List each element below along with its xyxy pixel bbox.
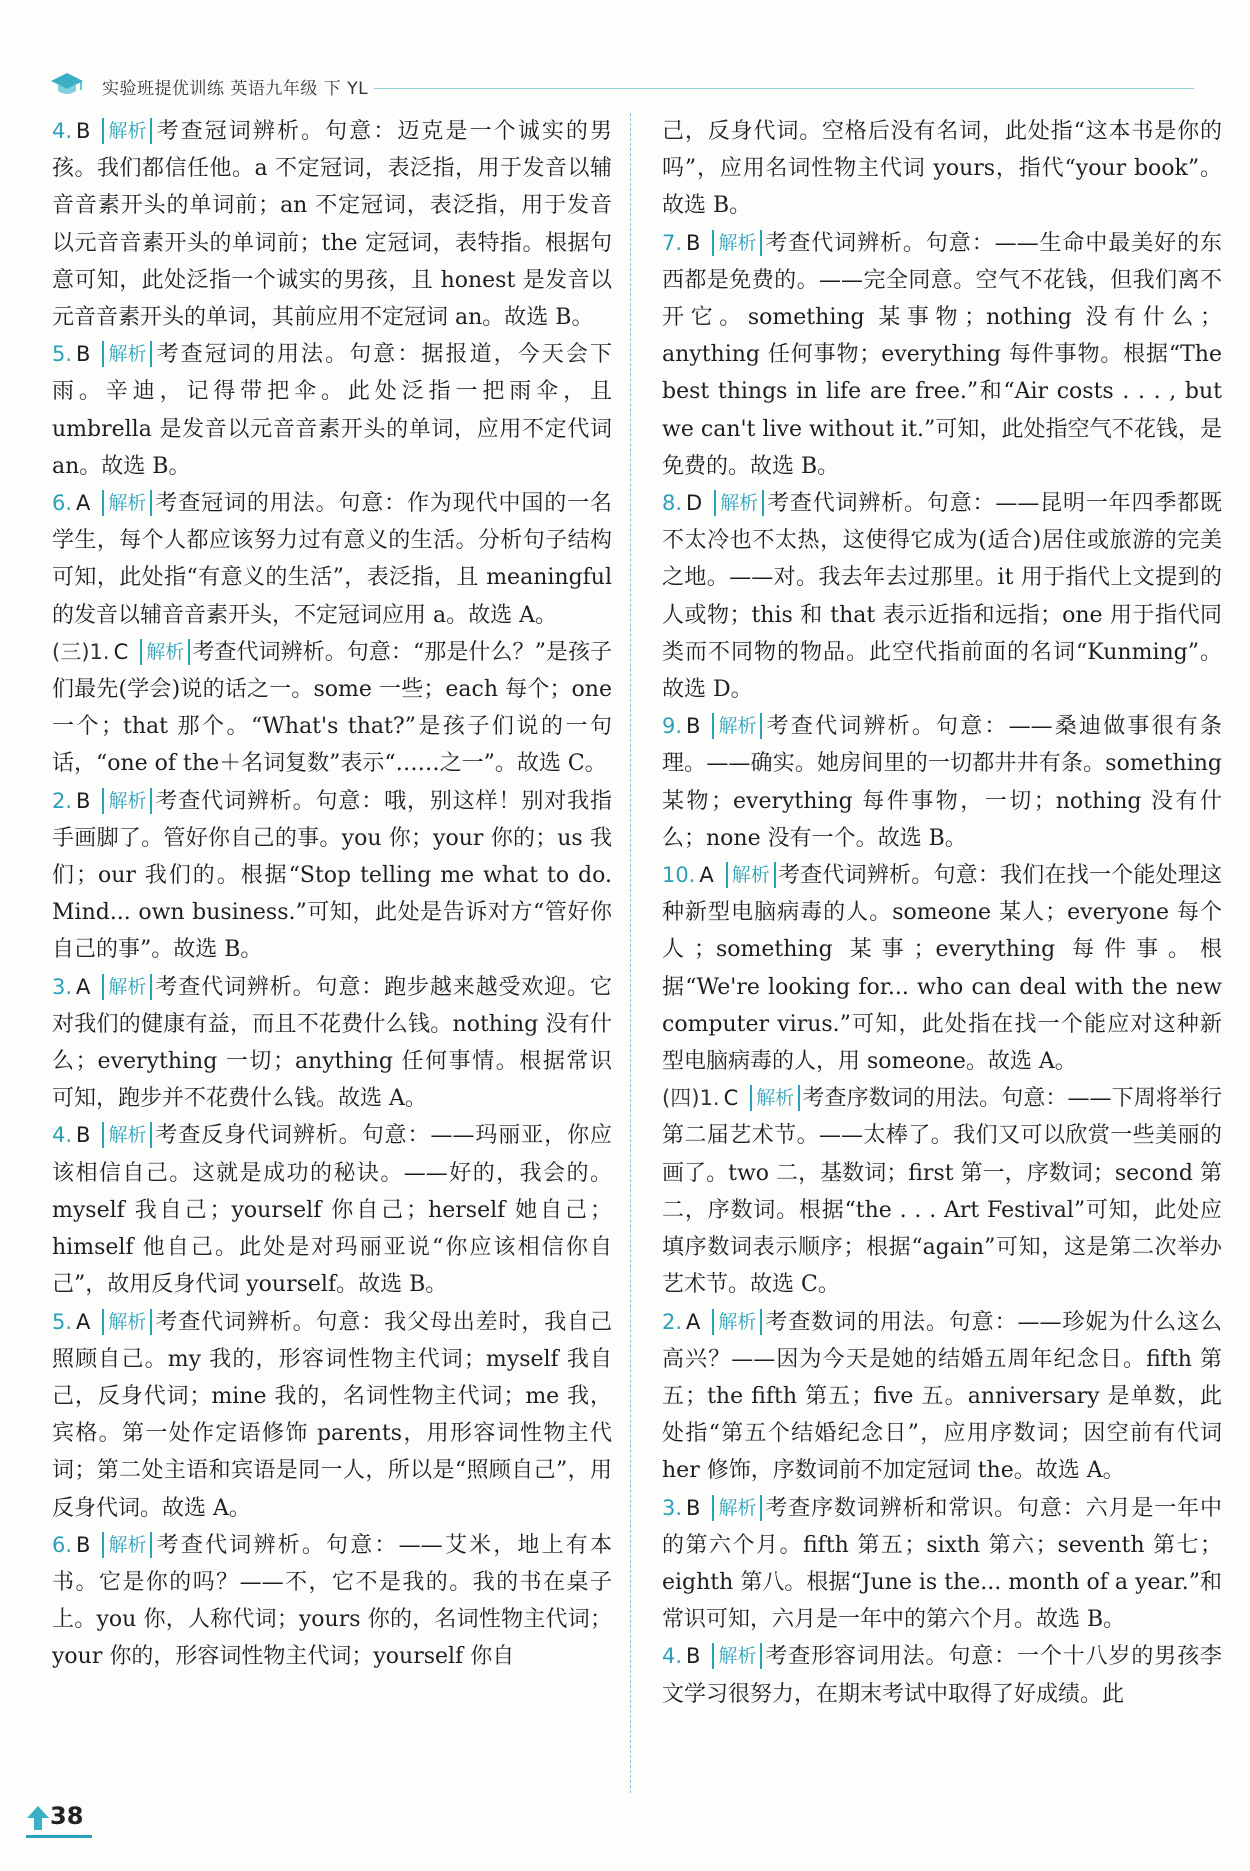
- analysis-tag: 解析: [712, 713, 762, 739]
- answer-item: [52, 113, 612, 336]
- analysis-text: 考查冠词的用法。句意：据报道，今天会下雨。辛迪，记得带把伞。此处泛指一把雨伞，且 umbrella 是发音以元音音素开头的单词，应用不定代词 an。故选 B。: [52, 342, 612, 479]
- page-number: 38: [50, 1802, 84, 1830]
- answer-item: [662, 1304, 1222, 1490]
- answer-letter: B: [76, 788, 91, 813]
- analysis-text: 考查形容词用法。句意：一个十八岁的男孩李文学习很努力，在期末考试中取得了好成绩。此: [662, 1644, 1222, 1707]
- analysis-tag: 解析: [102, 1122, 152, 1148]
- analysis-text: 考查代词辨析。句意：我父母出差时，我自己照顾自己。my 我的，形容词性物主代词；myself 我自己，反身代词；mine 我的，名词性物主代词；me 我，宾格。第一处作定语修饰 parents，用形容词性物主代词；第二处主语和宾语是同一人，所以是“照顾自己”，用反身代词。故选 A。: [52, 1309, 612, 1521]
- left-column: [52, 113, 612, 1676]
- analysis-tag: 解析: [712, 230, 762, 256]
- answer-letter: B: [686, 714, 701, 739]
- analysis-text: 考查反身代词辨析。句意：——玛丽亚，你应该相信自己。这就是成功的秘诀。——好的，我会的。myself 我自己；yourself 你自己；herself 她自己；himself 他自己。此处是对玛丽亚说“你应该相信你自己”，故用反身代词 yourself。故选 B。: [52, 1123, 612, 1298]
- analysis-tag: 解析: [712, 1309, 762, 1335]
- question-number: (三)1.: [52, 639, 110, 664]
- question-number: 10.: [662, 863, 696, 888]
- column-divider: [630, 113, 631, 1793]
- answer-letter: A: [76, 1309, 91, 1334]
- answer-item: [52, 1527, 612, 1676]
- analysis-tag: 解析: [102, 1532, 152, 1558]
- answer-item: [662, 1080, 1222, 1303]
- answer-letter: B: [76, 342, 91, 367]
- analysis-text: 考查序数词的用法。句意：——下周将举行第二届艺术节。——太棒了。我们又可以欣赏一些美丽的画了。two 二，基数词；first 第一，序数词；second 第二，序数词。根据“the . . . Art Festival”可知，此处应填序数词表示顺序；根据“again”可知，这是第二次举办艺术节。故选 C。: [662, 1086, 1222, 1298]
- page-number-underline: [26, 1835, 92, 1838]
- answer-item: [52, 336, 612, 485]
- analysis-text: 考查代词辨析。句意：我们在找一个能处理这种新型电脑病毒的人。someone 某人；everyone 每个人；something 某事；everything 每件事。根据“We're looking for... who can deal with the new computer virus.”可知，此处指在找一个能应对这种新型电脑病毒的人，用 someone。故选 A。: [662, 863, 1222, 1075]
- answer-item: [662, 113, 1222, 225]
- analysis-tag: 解析: [726, 862, 776, 888]
- question-number: 2.: [52, 788, 73, 813]
- answer-item: [52, 1304, 612, 1527]
- analysis-text: 考查冠词辨析。句意：迈克是一个诚实的男孩。我们都信任他。a 不定冠词，表泛指，用于发音以辅音音素开头的单词前；an 不定冠词，表泛指，用于发音以元音音素开头的单词前；the 定冠词，表特指。根据句意可知，此处泛指一个诚实的男孩，且 honest 是发音以元音音素开头的单词，其前应用不定冠词 an。故选 B。: [52, 119, 612, 331]
- question-number: 3.: [662, 1495, 683, 1520]
- question-number: 8.: [662, 491, 683, 516]
- right-column: [662, 113, 1222, 1713]
- answer-letter: B: [76, 1532, 91, 1557]
- answer-letter: B: [76, 119, 91, 143]
- analysis-tag: 解析: [140, 639, 190, 665]
- analysis-text: 考查代词辨析。句意：跑步越来越受欢迎。它对我们的健康有益，而且不花费什么钱。nothing 没有什么；everything 一切；anything 任何事情。根据常识可知，跑步并不花费什么钱。故选 A。: [52, 974, 612, 1112]
- answer-letter: A: [76, 491, 91, 516]
- answer-item: [662, 1490, 1222, 1639]
- analysis-text: 考查代词辨析。句意：——艾米，地上有本书。它是你的吗？——不，它不是我的。我的书在桌子上。you 你，人称代词；yours 你的，名词性物主代词；your 你的，形容词性物主代词；yourself 你自: [52, 1532, 612, 1670]
- analysis-text: 己，反身代词。空格后没有名词，此处指“这本书是你的吗”，应用名词性物主代词 yours，指代“your book”。故选 B。: [662, 119, 1222, 219]
- question-number: 2.: [662, 1309, 683, 1334]
- graduation-cap-icon: [50, 70, 84, 100]
- answer-letter: B: [686, 230, 701, 255]
- analysis-text: 考查代词辨析。句意：“那是什么？”是孩子们最先(学会)说的话之一。some 一些；each 每个；one 一个；that 那个。“What's that?”是孩子们说的一句话，“one of the＋名词复数”表示“……之一”。故选 C。: [52, 639, 613, 777]
- answer-letter: A: [76, 974, 91, 999]
- analysis-text: 考查序数词辨析和常识。句意：六月是一年中的第六个月。fifth 第五；sixth 第六；seventh 第七；eighth 第八。根据“June is the... month of a year.”和常识可知，六月是一年中的第六个月。故选 B。: [662, 1495, 1222, 1633]
- analysis-text: 考查数词的用法。句意：——珍妮为什么这么高兴？——因为今天是她的结婚五周年纪念日。fifth 第五；the fifth 第五；five 五。anniversary 是单数，此处指“第五个结婚纪念日”，应用序数词；因空前有代词 her 修饰，序数词前不加定冠词 the。故选 A。: [662, 1309, 1222, 1484]
- analysis-tag: 解析: [102, 974, 152, 1000]
- answer-letter: B: [76, 1123, 91, 1148]
- analysis-tag: 解析: [102, 341, 152, 367]
- analysis-text: 考查代词辨析。句意：哦，别这样！别对我指手画脚了。管好你自己的事。you 你；your 你的；us 我们；our 我们的。根据“Stop telling me what to do. Mind... own business.”可知，此处是告诉对方“管好你自己的事”。故选 B。: [52, 788, 612, 963]
- question-number: 5.: [52, 1309, 73, 1334]
- question-number: 3.: [52, 974, 73, 999]
- question-number: 6.: [52, 491, 73, 516]
- header-title: 实验班提优训练 英语九年级 下 YL: [102, 79, 369, 99]
- question-number: 9.: [662, 714, 683, 739]
- answer-item: [52, 1117, 612, 1303]
- analysis-text: 考查代词辨析。句意：——桑迪做事很有条理。——确实。她房间里的一切都井井有条。something 某物；everything 每件事物，一切；nothing 没有什么；none 没有一个。故选 B。: [662, 714, 1222, 851]
- analysis-text: 考查代词辨析。句意：——昆明一年四季都既不太冷也不太热，这使得它成为(适合)居住或旅游的完美之地。——对。我去年去过那里。it 用于指代上文提到的人或物；this 和 that 表示近指和远指；one 用于指代同类而不同物的物品。此空代指前面的名词“Kunming”。故选 D。: [662, 491, 1222, 703]
- answer-letter: B: [686, 1495, 701, 1520]
- answer-letter: C: [113, 639, 129, 664]
- analysis-tag: 解析: [102, 118, 152, 144]
- answer-item: [662, 225, 1222, 485]
- page-number-badge: [26, 1798, 92, 1838]
- answer-item: [52, 634, 612, 783]
- analysis-tag: 解析: [102, 1309, 152, 1335]
- answer-item: [662, 1638, 1222, 1712]
- question-number: 7.: [662, 230, 683, 255]
- analysis-tag: 解析: [712, 1643, 762, 1669]
- answer-item: [662, 485, 1222, 708]
- question-number: 4.: [662, 1644, 683, 1669]
- header-rule: [374, 88, 1194, 89]
- analysis-tag: 解析: [750, 1085, 800, 1111]
- question-number: 4.: [52, 1123, 73, 1148]
- analysis-tag: 解析: [714, 490, 764, 516]
- question-number: (四)1.: [662, 1086, 720, 1111]
- question-number: 4.: [52, 119, 73, 143]
- answer-letter: B: [686, 1644, 701, 1669]
- analysis-text: 考查冠词的用法。句意：作为现代中国的一名学生，每个人都应该努力过有意义的生活。分析句子结构可知，此处指“有意义的生活”，表泛指，且 meaningful 的发音以辅音音素开头，不定冠词应用 a。故选 A。: [52, 491, 612, 628]
- page-header: [44, 66, 1194, 106]
- analysis-tag: 解析: [712, 1495, 762, 1521]
- analysis-tag: 解析: [102, 490, 152, 516]
- answer-item: [52, 783, 612, 969]
- question-number: 6.: [52, 1532, 73, 1557]
- answer-letter: D: [686, 491, 703, 516]
- analysis-tag: 解析: [102, 788, 152, 814]
- answer-letter: A: [686, 1309, 701, 1334]
- answer-item: [662, 857, 1222, 1080]
- question-number: 5.: [52, 342, 73, 367]
- analysis-text: 考查代词辨析。句意：——生命中最美好的东西都是免费的。——完全同意。空气不花钱，但我们离不开它。something 某事物；nothing 没有什么；anything 任何事物；everything 每件事物。根据“The best things in life are free.”和“Air costs . . . , but we can't live without it.”可知，此处指空气不花钱，是免费的。故选 B。: [662, 230, 1222, 479]
- answer-item: [52, 969, 612, 1118]
- answer-item: [662, 708, 1222, 857]
- up-arrow-icon: [26, 1804, 50, 1832]
- answer-letter: A: [699, 863, 714, 888]
- answer-letter: C: [723, 1086, 739, 1111]
- answer-item: [52, 485, 612, 634]
